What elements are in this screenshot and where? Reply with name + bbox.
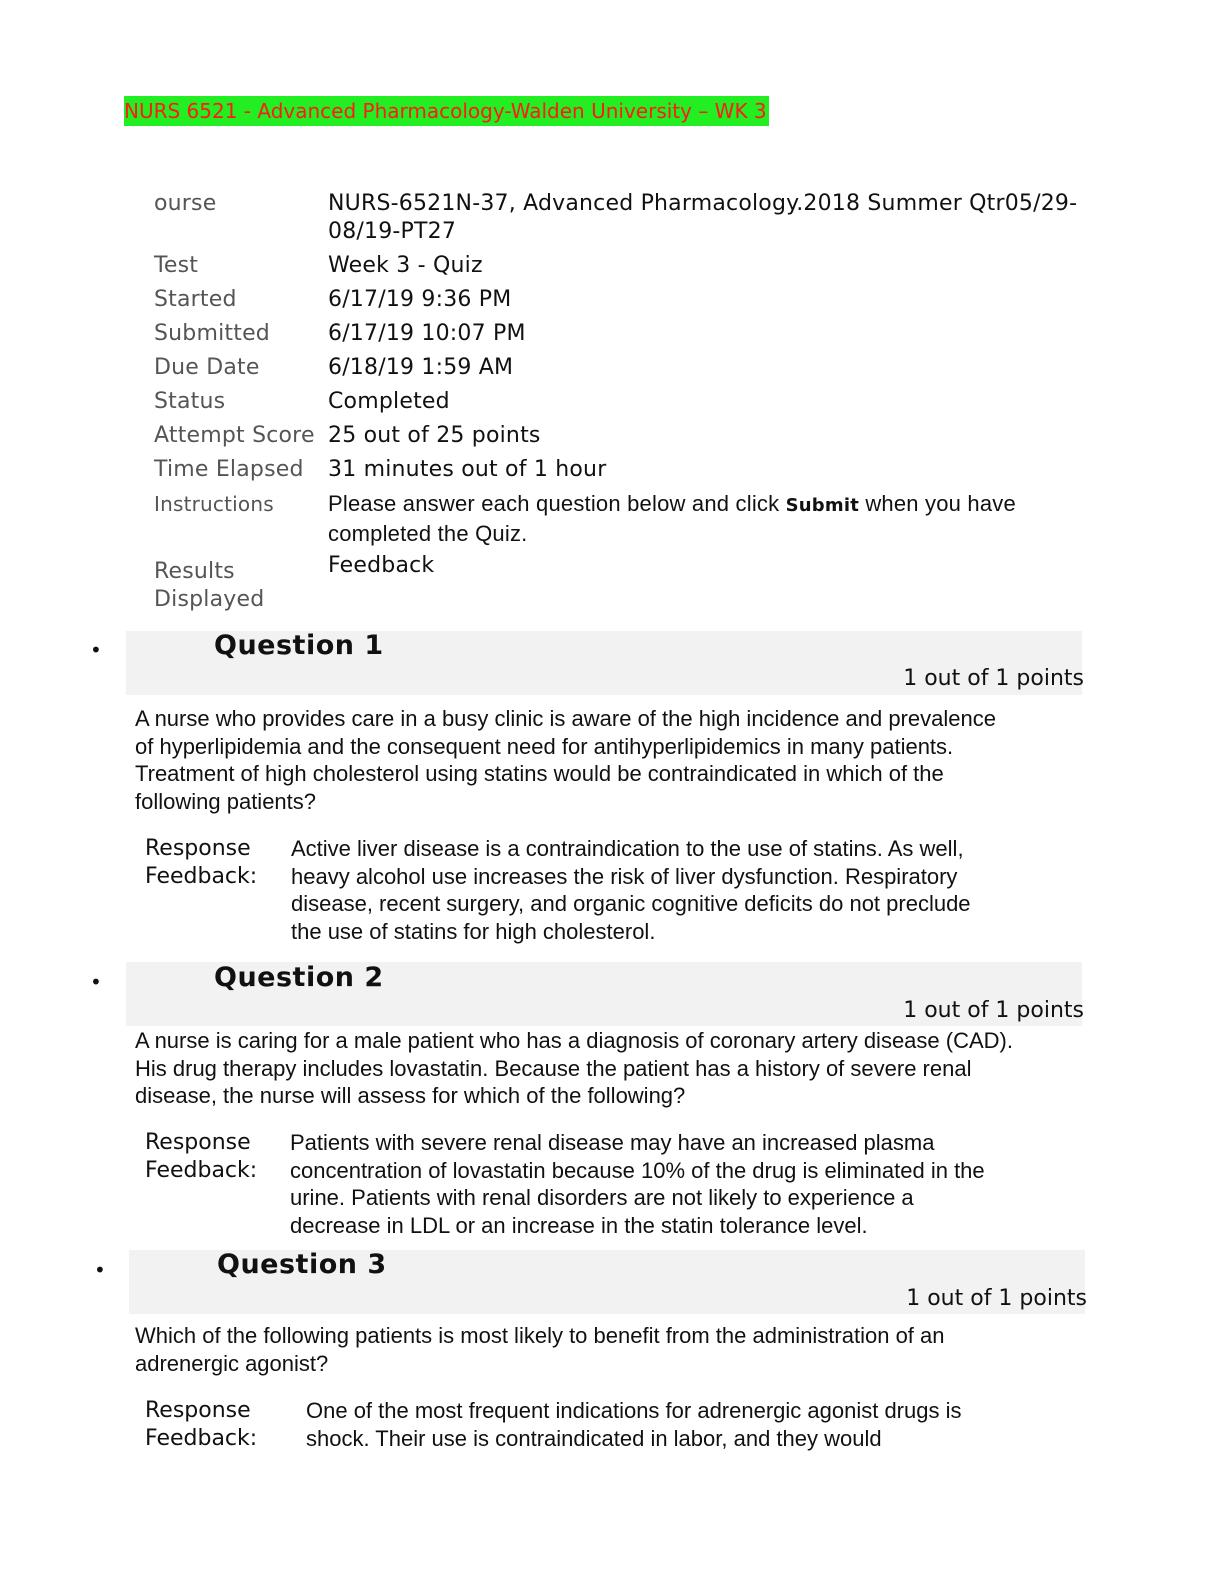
document-title: NURS 6521 - Advanced Pharmacology-Walden University – WK 3 [124,96,769,126]
submitted-value: 6/17/19 10:07 PM [328,321,526,346]
test-row [154,252,1084,280]
question-2-feedback-text: Patients with severe renal disease may have an increased plasma concentration of lovastatin because 10% of the drug is eliminated in the urine. Patients with renal disorders are not likely to experience a decrease in LDL or an increase in the statin tolerance level. [290,1130,985,1238]
results-displayed-label: Results Displayed [154,559,265,612]
question-3-feedback-text: One of the most frequent indications for adrenergic agonist drugs is shock. Their use is contraindicated in labor, and they would [306,1398,962,1451]
attempt-score-value: 25 out of 25 points [328,423,541,448]
started-row [154,286,1084,314]
test-value: Week 3 - Quiz [328,253,483,278]
quiz-summary [154,190,1084,620]
question-2-feedback-label: Response Feedback: [145,1130,258,1183]
instructions-text-end: when you have completed the Quiz. [328,491,1016,546]
question-1-text: A nurse who provides care in a busy clinic is aware of the high incidence and prevalence of hyperlipidemia and the consequent need for antihyperlipidemics in many patients. Treatment of high cholesterol using statins would be contraindicated in which of the following patients? [135,706,996,814]
submitted-row [154,320,1084,348]
course-value: NURS-6521N-37, Advanced Pharmacology.2018 Summer Qtr05/29-08/19-PT27 [328,191,1078,244]
attempt-score-row [154,422,1084,450]
bullet-icon: • [94,1258,106,1282]
status-label: Status [154,389,226,414]
question-1-title: Question 1 [214,630,384,661]
question-2-title: Question 2 [214,962,384,993]
question-3-text: Which of the following patients is most likely to benefit from the administration of an adrenergic agonist? [135,1323,945,1376]
time-elapsed-value: 31 minutes out of 1 hour [328,457,607,482]
bullet-icon: • [90,970,102,994]
status-value: Completed [328,389,450,414]
started-value: 6/17/19 9:36 PM [328,287,512,312]
submit-keyword: Submit [785,495,860,516]
instructions-row [154,490,1084,548]
test-label: Test [154,253,199,278]
question-1-feedback-label: Response Feedback: [145,836,258,889]
bullet-icon: • [90,638,102,662]
question-1-feedback-text: Active liver disease is a contraindication to the use of statins. As well, heavy alcohol use increases the risk of liver dysfunction. Respiratory disease, recent surgery, and organic cognitive deficits do not preclude the use of statins for high cholesterol. [291,836,971,944]
question-2-points: 1 out of 1 points [903,998,1084,1023]
results-displayed-value: Feedback [328,553,435,578]
time-elapsed-row [154,456,1084,484]
question-3-feedback-label: Response Feedback: [145,1398,258,1451]
instructions-label: Instructions [154,492,274,516]
question-3-title: Question 3 [217,1249,387,1280]
started-label: Started [154,287,237,312]
question-2-text: A nurse is caring for a male patient who has a diagnosis of coronary artery disease (CAD). His drug therapy includes lovastatin. Because the patient has a history of severe renal disease, the nurse will assess for which of the following? [135,1028,1013,1108]
due-date-row [154,354,1084,382]
due-date-value: 6/18/19 1:59 AM [328,355,514,380]
results-displayed-row [154,552,1084,614]
time-elapsed-label: Time Elapsed [154,457,304,482]
status-row [154,388,1084,416]
attempt-score-label: Attempt Score [154,423,315,448]
question-3-points: 1 out of 1 points [906,1286,1087,1311]
course-label: ourse [154,191,217,216]
due-date-label: Due Date [154,355,260,380]
submitted-label: Submitted [154,321,270,346]
course-row [154,190,1084,246]
instructions-value [328,490,1084,548]
question-1-points: 1 out of 1 points [903,666,1084,691]
instructions-text-start: Please answer each question below and click [328,491,786,516]
